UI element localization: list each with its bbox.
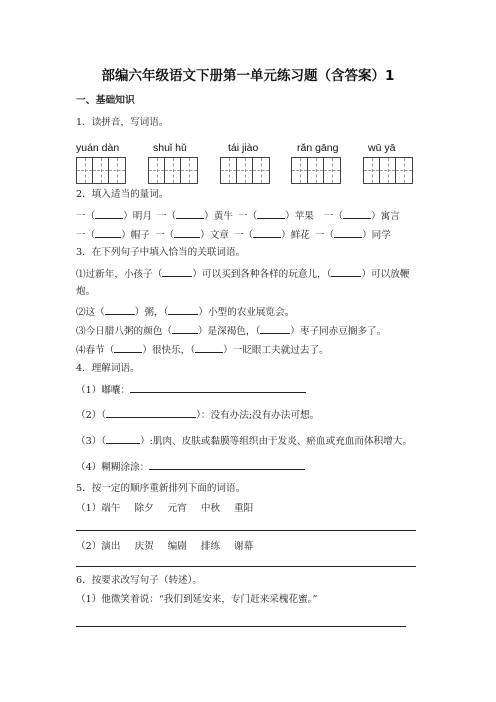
blank[interactable] <box>162 266 192 277</box>
answer-grid-1[interactable] <box>76 157 126 184</box>
pinyin-4: rǎn gāng <box>297 142 339 154</box>
page-title: 部编六年级语文下册第一单元练习题（含答案）1 <box>101 68 395 84</box>
q6-sentence-1: （1）他微笑着说：“我们到延安来，专门赶来采槐花蜜。” <box>76 594 318 605</box>
q4-item-2: （2）（ ）：没有办法;没有办法可想。 <box>76 407 319 422</box>
answer-line[interactable] <box>76 566 416 567</box>
q6-prompt: 6．按要求改写句子（转述）。 <box>76 575 203 586</box>
answer-line[interactable] <box>76 530 416 531</box>
q3-sentence-4: ⑷春节（ ）很快乐，（ ）一眨眼工夫就过去了。 <box>76 342 329 357</box>
q3-prompt: 3．在下列句子中填入恰当的关联词语。 <box>76 247 246 258</box>
q4-item-3: （3）（ ）:肌肉、皮肤或黏膜等组织由于发炎、瘀血或充血而体积增大。 <box>76 433 412 448</box>
blank[interactable] <box>176 208 204 219</box>
blank[interactable] <box>168 304 198 315</box>
q4-prompt: 4．理解词语。 <box>76 363 140 374</box>
answer-grid-3[interactable] <box>220 157 270 184</box>
blank[interactable] <box>253 227 281 238</box>
blank[interactable] <box>95 208 123 219</box>
q3-sentence-1: ⑴过新年，小孩子（ ）可以买到各种各样的玩意儿，（ ）可以放鞭 <box>76 266 409 281</box>
blank[interactable] <box>106 433 140 444</box>
blank[interactable] <box>195 342 223 353</box>
q4-item-4: （4）糊糊涂涂： <box>76 459 305 474</box>
q5-group-1: （1）端午 除夕 元宵 中秋 重阳 <box>76 503 254 514</box>
q3-sentence-2: ⑵这（ ）粥，（ ）小型的农业展览会。 <box>76 304 294 319</box>
blank[interactable] <box>260 323 290 334</box>
section-heading: 一、基础知识 <box>76 95 135 106</box>
blank[interactable] <box>334 227 362 238</box>
q3-sentence-1-cont: 炮。 <box>76 286 96 297</box>
answer-grid-2[interactable] <box>148 157 198 184</box>
blank[interactable] <box>343 208 371 219</box>
blank[interactable] <box>174 227 200 238</box>
blank[interactable] <box>106 407 196 418</box>
answer-line[interactable] <box>76 626 406 627</box>
q1-prompt: 1．读拼音，写词语。 <box>76 117 169 128</box>
q5-prompt: 5．按一定的顺序重新排列下面的词语。 <box>76 483 246 494</box>
blank[interactable] <box>114 342 142 353</box>
q5-group-2: （2）演出 庆贺 编剧 排练 谢幕 <box>76 541 254 552</box>
blank[interactable] <box>331 266 361 277</box>
pinyin-5: wū yā <box>368 142 396 154</box>
q2-prompt: 2．填入适当的量词。 <box>76 189 169 200</box>
blank[interactable] <box>257 208 285 219</box>
pinyin-3: tái jiào <box>228 142 259 154</box>
blank[interactable] <box>105 304 135 315</box>
q3-sentence-3: ⑶今日腊八粥的颜色（ ）是深褐色，（ ）枣子同赤豆搁多了。 <box>76 323 386 338</box>
answer-grid-4[interactable] <box>291 157 341 184</box>
q2-row-2: 一（ ）帽子 一（ ）文章 一（ ）鲜花 一（ ）同学 <box>76 227 391 242</box>
blank[interactable] <box>95 227 121 238</box>
pinyin-2: shuǐ hǔ <box>153 142 187 154</box>
q4-item-1: （1）嘟囔： <box>76 382 306 397</box>
q2-row-1: 一（ ）明月 一（ ）黄牛 一（ ）苹果 一（ ）寓言 <box>76 208 400 223</box>
answer-line[interactable] <box>130 382 306 393</box>
blank[interactable] <box>172 323 198 334</box>
pinyin-1: yuán dàn <box>76 142 120 154</box>
answer-grid-5[interactable] <box>363 157 413 184</box>
answer-line[interactable] <box>149 459 305 470</box>
